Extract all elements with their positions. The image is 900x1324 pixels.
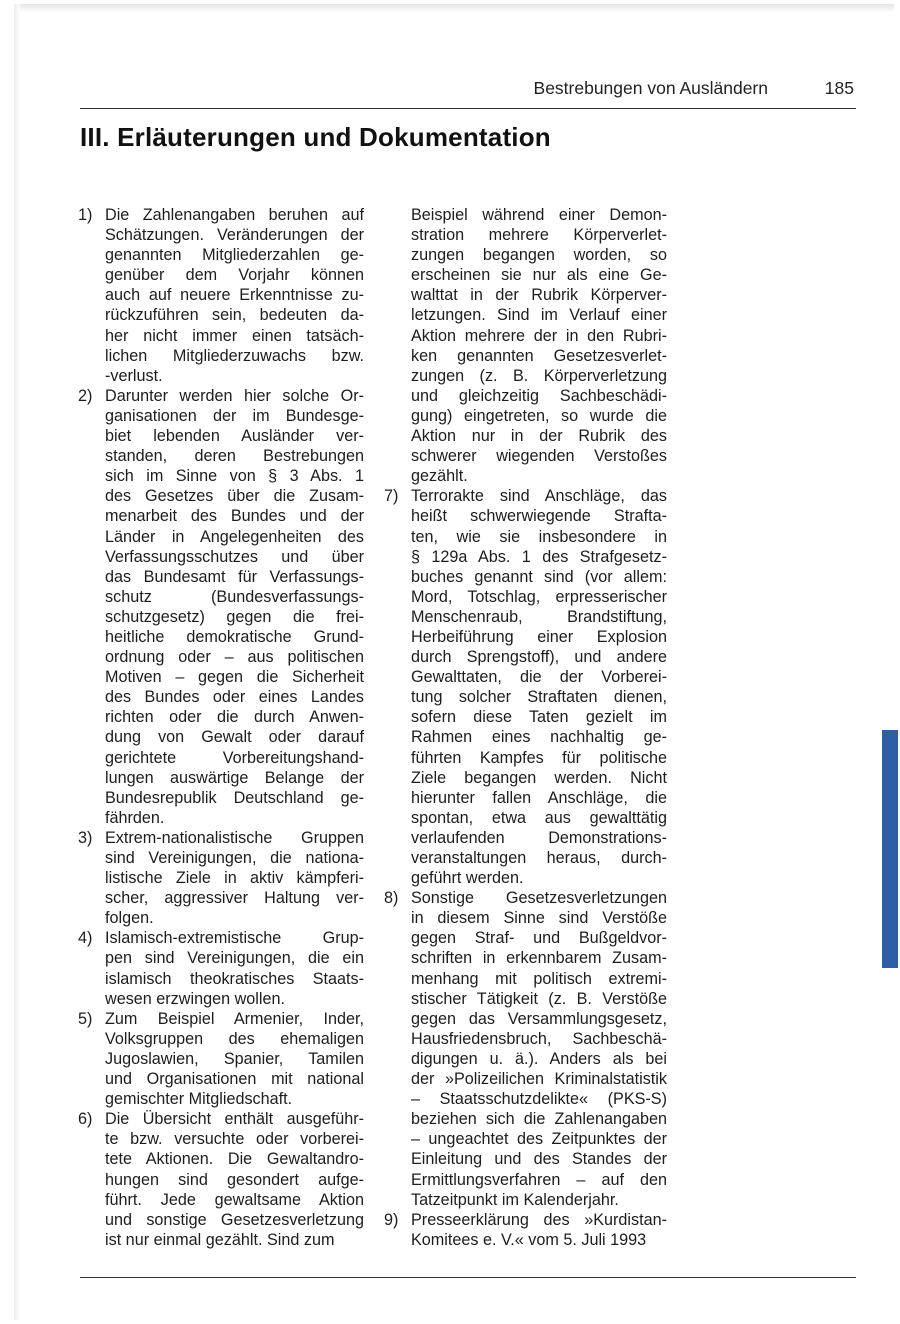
left-column — [78, 205, 364, 1250]
text-line: führten Kampfes für politische — [411, 748, 667, 767]
text-line: Mord, Totschlag, erpresserischer — [411, 587, 667, 606]
text-line: hierunter fallen Anschläge, die — [411, 788, 667, 807]
text-line: Menschenraub, Brandstiftung, — [411, 607, 667, 626]
text-line: Länder in Angelegenheiten des — [105, 527, 364, 546]
text-line: her nicht immer einen tatsäch- — [105, 326, 364, 345]
text-line: schutz (Bundesverfassungs- — [105, 587, 364, 606]
text-line: Beispiel während einer Demon- — [411, 206, 667, 224]
running-header — [80, 78, 856, 106]
text-line: Verfassungsschutzes und über — [105, 547, 364, 566]
text-line: gegen Straf- und Bußgeldvor- — [411, 929, 667, 948]
text-line: fährden. — [105, 808, 165, 827]
text-line: walttat in der Rubrik Körperver- — [411, 286, 667, 305]
page-number: 185 — [824, 78, 854, 98]
text-line: sind Vereinigungen, die nationa- — [105, 849, 364, 867]
text-line: Aktion mehrere der in den Rubri- — [411, 326, 667, 345]
text-line: zungen (z. B. Körperverletzung — [411, 366, 667, 385]
text-line: hungen sind gesondert aufge- — [105, 1170, 364, 1189]
text-line: Ziele begangen werden. Nicht — [411, 768, 667, 787]
text-line: rückzuführen sein, bedeuten da- — [105, 306, 364, 325]
text-line: Tatzeitpunkt im Kalenderjahr. — [411, 1190, 619, 1209]
text-line: islamisch theokratisches Staats- — [105, 969, 364, 988]
text-line: gemischter Mitgliedschaft. — [105, 1090, 293, 1109]
footnote — [78, 1109, 364, 1250]
scan-shadow-top — [14, 4, 894, 12]
text-line: Volksgruppen des ehemaligen — [105, 1029, 364, 1048]
footnote-number: 5) — [78, 1009, 93, 1028]
text-line: schriften in erkennbarem Zusam- — [411, 949, 667, 968]
footnote-number: 7) — [384, 487, 399, 506]
footnote-text — [105, 1109, 364, 1250]
text-line: stration mehrere Körperverlet- — [411, 226, 667, 245]
section-heading: III. Erläuterungen und Dokumentation — [80, 122, 551, 152]
text-line: gung) eingetreten, so wurde die — [411, 406, 667, 425]
text-line: Die Übersicht enthält ausgeführ- — [105, 1110, 364, 1129]
footnote-text — [411, 1210, 667, 1250]
text-line: beziehen sich die Zahlenangaben — [411, 1110, 667, 1129]
text-line: gezählt. — [411, 467, 468, 486]
footnote-text — [105, 205, 364, 386]
header-rule — [80, 108, 856, 109]
text-line: gegen das Versammlungsgesetz, — [411, 1009, 667, 1028]
text-line: Presseerklärung des »Kurdistan- — [411, 1210, 667, 1229]
footnote-number: 6) — [78, 1110, 93, 1129]
text-line: richten oder die durch Anwen- — [105, 708, 364, 727]
text-line: und gleichzeitig Sachbeschädi- — [411, 386, 667, 405]
footnote — [78, 386, 364, 828]
text-line: folgen. — [105, 909, 154, 928]
text-line: listische Ziele in aktiv kämpferi- — [105, 869, 364, 888]
text-line: Zum Beispiel Armenier, Inder, — [105, 1009, 364, 1028]
text-line: wesen erzwingen wollen. — [105, 989, 285, 1008]
text-line: -verlust. — [105, 366, 163, 385]
text-line: Bundesrepublik Deutschland ge- — [105, 788, 364, 807]
text-line: stischer Tätigkeit (z. B. Verstöße — [411, 989, 667, 1008]
text-line: auch auf neuere Erkenntnisse zu- — [105, 286, 364, 305]
text-line: Ermittlungsverfahren – auf den — [411, 1170, 667, 1189]
text-line: tung solcher Straftaten dienen, — [411, 688, 667, 707]
footnote-number: 8) — [384, 889, 399, 908]
text-line: genüber dem Vorjahr können — [105, 266, 364, 285]
text-line: in diesem Sinne sind Verstöße — [411, 909, 667, 928]
footnote — [384, 888, 667, 1210]
text-line: Islamisch-extremistische Grup- — [105, 929, 364, 948]
text-line: te bzw. versuchte oder vorberei- — [105, 1130, 364, 1149]
footnote-text — [411, 888, 667, 1210]
text-line: Motiven – gegen die Sicherheit — [105, 668, 364, 687]
text-line: menarbeit des Bundes und der — [105, 507, 364, 526]
text-line: schutzgesetz) gegen die frei- — [105, 607, 364, 626]
text-line: und sonstige Gesetzesverletzung — [105, 1210, 364, 1229]
text-line: Rahmen eines nachhaltig ge- — [411, 728, 667, 747]
text-line: führt. Jede gewaltsame Aktion — [105, 1190, 364, 1209]
text-line: menhang mit politisch extremi- — [411, 969, 667, 988]
footnote-text — [105, 928, 364, 1008]
text-line: ten, wie sie insbesondere in — [411, 527, 667, 546]
text-line: dung von Gewalt oder darauf — [105, 728, 364, 747]
text-line: pen sind Vereinigungen, die ein — [105, 949, 364, 968]
text-line: Sonstige Gesetzesverletzungen — [411, 889, 667, 908]
text-line: Darunter werden hier solche Or- — [105, 386, 364, 405]
text-line: Extrem-nationalistische Gruppen — [105, 828, 364, 847]
text-line: geführt werden. — [411, 869, 524, 888]
text-line: lichen Mitgliederzuwachs bzw. — [105, 346, 364, 365]
right-column — [384, 205, 667, 1250]
running-title: Bestrebungen von Ausländern — [533, 78, 768, 98]
footnote-text — [411, 486, 667, 888]
footnote — [78, 205, 364, 386]
text-line: heitliche demokratische Grund- — [105, 627, 364, 646]
text-line: der »Polizeilichen Kriminalstatistik — [411, 1070, 667, 1089]
text-line: tete Aktionen. Die Gewaltandro- — [105, 1150, 364, 1169]
text-line: gerichtete Vorbereitungshand- — [105, 748, 364, 767]
footnote — [384, 1210, 667, 1250]
text-line: sofern diese Taten gezielt im — [411, 708, 667, 727]
text-line: des Bundes oder eines Landes — [105, 688, 364, 707]
text-line: scher, aggressiver Haltung ver- — [105, 889, 364, 908]
footnote — [384, 486, 667, 888]
footnote-6-continuation — [384, 205, 667, 486]
footnote — [78, 928, 364, 1008]
thumb-index-tab — [882, 730, 898, 968]
text-line: – Staatsschutzdelikte« (PKS-S) — [411, 1090, 667, 1109]
text-line: lungen auswärtige Belange der — [105, 768, 364, 787]
footnote-text — [105, 386, 364, 828]
text-line: § 129a Abs. 1 des Strafgesetz- — [411, 547, 667, 566]
footnote-number: 2) — [78, 386, 93, 405]
text-line: veranstaltungen heraus, durch- — [411, 849, 667, 867]
footnote-text — [105, 1009, 364, 1109]
text-line: Hausfriedensbruch, Sachbeschä- — [411, 1029, 667, 1048]
text-line: letzungen. Sind im Verlauf einer — [411, 306, 667, 325]
text-line: Terrorakte sind Anschläge, das — [411, 487, 667, 506]
text-line: das Bundesamt für Verfassungs- — [105, 567, 364, 586]
text-line: durch Sprengstoff), und andere — [411, 648, 667, 667]
text-line: ken genannten Gesetzesverlet- — [411, 346, 667, 365]
text-line: genannten Mitgliederzahlen ge- — [105, 246, 364, 265]
text-line: standen, deren Bestrebungen — [105, 447, 364, 466]
footnote-number: 4) — [78, 929, 93, 948]
footnote-number: 1) — [78, 206, 93, 224]
text-line: Herbeiführung einer Explosion — [411, 627, 667, 646]
text-line: des Gesetzes über die Zusam- — [105, 487, 364, 506]
text-line: digungen u. ä.). Anders als bei — [411, 1049, 667, 1068]
text-line: heißt schwerwiegende Strafta- — [411, 507, 667, 526]
text-line: Einleitung und des Standes der — [411, 1150, 667, 1169]
footnote — [78, 1009, 364, 1109]
text-line: und Organisationen mit national — [105, 1070, 364, 1089]
text-line: – ungeachtet des Zeitpunktes der — [411, 1130, 667, 1149]
text-line: Die Zahlenangaben beruhen auf — [105, 206, 364, 224]
text-line: erscheinen sie nur als eine Ge- — [411, 266, 667, 285]
text-line: schwerer wiegenden Verstoßes — [411, 447, 667, 466]
scan-shadow-left — [14, 4, 20, 1320]
text-line: Schätzungen. Veränderungen der — [105, 226, 364, 245]
text-line: spontan, etwa aus gewalttätig — [411, 808, 667, 827]
text-line: Jugoslawien, Spanier, Tamilen — [105, 1049, 364, 1068]
text-line: zungen begangen worden, so — [411, 246, 667, 265]
footnote — [78, 828, 364, 928]
text-line: biet lebenden Ausländer ver- — [105, 427, 364, 446]
text-line: ganisationen der im Bundesge- — [105, 406, 364, 425]
footer-rule — [80, 1277, 856, 1278]
text-line: verlaufenden Demonstrations- — [411, 828, 667, 847]
text-line: Aktion nur in der Rubrik des — [411, 427, 667, 446]
text-line: buches genannt sind (vor allem: — [411, 567, 667, 586]
footnote-number: 9) — [384, 1210, 399, 1229]
text-line: ordnung oder – aus politischen — [105, 648, 364, 667]
text-line: Gewalttaten, die der Vorberei- — [411, 668, 667, 687]
text-line: ist nur einmal gezählt. Sind zum — [105, 1230, 335, 1249]
footnote-text — [105, 828, 364, 928]
text-line: sich im Sinne von § 3 Abs. 1 — [105, 467, 364, 486]
footnote-number: 3) — [78, 828, 93, 847]
text-line: Komitees e. V.« vom 5. Juli 1993 — [411, 1230, 647, 1249]
